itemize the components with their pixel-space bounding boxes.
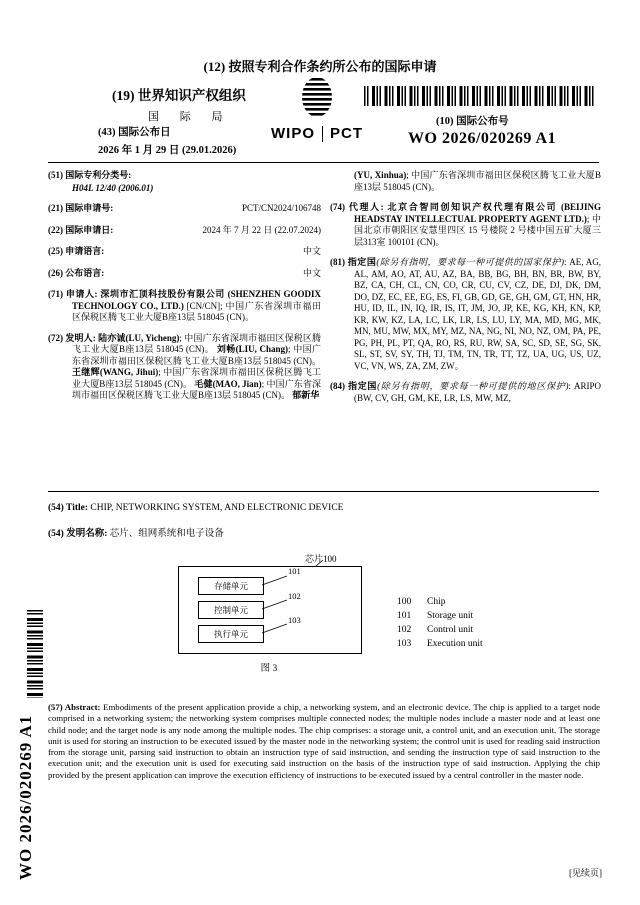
- org-block: [112, 84, 246, 124]
- inventors-paragraph: (72) 发明人: 陆亦诚(LU, Yicheng); 中国广东省深圳市福田区保税区腾飞工业大厦B座13层 518045 (CN)。 刘畅(LIU, Chang); 中国广东省深圳市福田区保税区腾飞工业大厦B座13层 518045 (CN)。 王继辉(WANG, Jihui); 中国广东省深圳市福田区保税区腾飞工业大厦B座13层 518045 (CN)。 毛健(MAO, Jian); 中国广东省深圳市福田区保税区腾飞工业大厦B座13层 518045 (CN)。 郁新华: [48, 332, 321, 400]
- figure-caption: 图 3: [260, 664, 278, 674]
- filing-date-value: 2024 年 7 月 22 日 (22.07.2024): [202, 224, 321, 235]
- org-name: (19) 世界知识产权组织: [112, 88, 246, 103]
- header-divider: [48, 162, 599, 163]
- legend-num: 102: [397, 625, 412, 635]
- figure-ref-101: 101: [288, 566, 301, 576]
- ipc-field: [48, 170, 321, 194]
- title-english: (54) Title: CHIP, NETWORKING SYSTEM, AND ELECTRONIC DEVICE: [48, 503, 344, 513]
- publication-date-label: (43) 国际公布日: [98, 127, 171, 138]
- designated-regional-paragraph: (84) 指定国(除另有指明，要求每一种可提供的地区保护): ARIPO (BW, CV, GH, GM, KE, LR, LS, MW, MZ,: [330, 381, 601, 403]
- inventors-continuation-paragraph: (YU, Xinhua); 中国广东省深圳市福田区保税区腾飞工业大厦B座13层 518045 (CN)。: [354, 170, 601, 192]
- filing-date-field: [48, 225, 321, 237]
- logo-divider: [322, 126, 323, 142]
- legend-label: Control unit: [427, 625, 474, 635]
- legend-item: [397, 625, 483, 635]
- pct-publication-line: (12) 按照专利合作条约所公布的国际申请: [203, 59, 437, 74]
- publication-language-label: (26) 公布语言:: [48, 267, 105, 278]
- figure-control-unit-box: 控制单元: [198, 601, 264, 619]
- legend-item: [397, 611, 483, 621]
- legend-num: 100: [397, 597, 412, 607]
- sidebar-publication-number: WO 2026/020269 A1: [16, 714, 35, 880]
- sidebar-barcode: [27, 610, 43, 698]
- figure-ref-102: 102: [288, 591, 301, 601]
- publication-language-field: [48, 268, 321, 280]
- legend-label: Chip: [427, 597, 446, 607]
- filing-language-field: [48, 246, 321, 258]
- publication-date-value: 2026 年 1 月 29 日 (29.01.2026): [98, 145, 237, 156]
- figure-execution-unit-box: 执行单元: [198, 625, 264, 643]
- title-divider: [48, 491, 599, 492]
- application-number-field: [48, 203, 321, 215]
- figure-legend: [397, 597, 483, 653]
- legend-num: 103: [397, 639, 412, 649]
- publication-number-block: [408, 113, 604, 148]
- wipo-wordmark: WIPO: [271, 125, 315, 142]
- biblio-right-column: [330, 170, 601, 413]
- legend-item: [397, 639, 483, 649]
- figure-storage-unit-box: 存储单元: [198, 577, 264, 595]
- ipc-value: H04L 12/40 (2006.01): [72, 182, 154, 193]
- figure-leader-lines: [170, 550, 400, 670]
- publication-barcode-icon: [364, 86, 594, 106]
- wipo-pct-wordmark: [262, 125, 372, 142]
- pct-wordmark: PCT: [330, 125, 363, 142]
- filing-language-label: (25) 申请语言:: [48, 246, 105, 256]
- legend-label: Execution unit: [427, 639, 483, 649]
- application-number-value: PCT/CN2024/106748: [241, 203, 321, 213]
- legend-item: [397, 597, 483, 607]
- publication-language-value: 中文: [302, 267, 321, 278]
- publication-number-value: WO 2026/020269 A1: [408, 130, 557, 147]
- continuation-note: [见续页]: [569, 868, 602, 878]
- ipc-label: (51) 国际专利分类号:: [48, 170, 132, 180]
- legend-num: 101: [397, 611, 412, 621]
- figure-ref-103: 103: [288, 615, 301, 625]
- wipo-logo-block: [262, 76, 372, 142]
- filing-date-label: (22) 国际申请日:: [48, 224, 114, 235]
- title-chinese: (54) 发明名称: 芯片、组网系统和电子设备: [48, 529, 224, 539]
- org-bureau: 国 际 局: [148, 111, 232, 123]
- applicant-paragraph: (71) 申请人: 深圳市汇顶科技股份有限公司 (SHENZHEN GOODIX TECHNOLOGY CO., LTD.) [CN/CN]; 中国广东省深圳市福田区保税区腾飞工业大厦B座13层 518045 (CN)。: [48, 289, 322, 322]
- filing-language-value: 中文: [302, 246, 321, 256]
- biblio-left-column: [48, 170, 321, 411]
- legend-label: Storage unit: [427, 611, 474, 621]
- publication-number-label: (10) 国际公布号: [436, 116, 509, 127]
- application-number-label: (21) 国际申请号:: [48, 203, 114, 213]
- publication-date-block: [98, 124, 236, 157]
- abstract-paragraph: (57) Abstract: Embodiments of the present application provide a chip, a networking system, and an electronic device. The chip is applied to a target node comprised in a networking system; the networking system comprises multiple connected nodes; the multiple nodes include a master node and at least one child node; and the target node is any node among the multiple nodes. The chip comprises: a storage unit, a control unit, and an execution unit. The storage unit is used for storing an instruction to be executed issued by the master node in the networking system; the control unit is used for reading said instruction from the storage unit, parsing said instruction to obtain an instruction type of said instruction, and sending the instruction type of said instruction to the execution unit; and the execution unit is used for executing said instruction on the basis of the instruction type of said instruction. Applying the chip provided by the present application can improve the execution efficiency of instructions to be executed issued by a central controller in the master node.: [48, 702, 600, 780]
- figure-chip-label: 芯片100: [305, 554, 337, 564]
- designated-states-paragraph: (81) 指定国(除另有指明，要求每一种可提供的国家保护): AE, AG, AL, AM, AO, AT, AU, AZ, BA, BB, BG, BH, BN, BR, BW, BY, BZ, CA, CH, CL, CN, CO, CR, CU, CV, CZ, DE, DJ, DK, DM, DO, DZ, EC, EE, EG, ES, FI, GB, GD, GE, GH, GM, GT, HN, HR, HU, ID, IL, IN, IQ, IR, IS, IT, JM, JO, JP, KE, KG, KH, KN, KP, KR, KW, KZ, LA, LC, LK, LR, LS, LU, LY, MA, MD, MG, MK, MN, MU, MW, MX, MY, MZ, NA, NG, NI, NO, NZ, OM, PA, PE, PG, PH, PL, PT, QA, RO, RS, RU, RW, SA, SC, SD, SE, SG, SK, SL, ST, SV, SY, TH, TJ, TM, TN, TR, TT, TZ, UA, UG, US, UZ, VC, VN, WS, ZA, ZM, ZW。: [330, 257, 601, 371]
- wipo-globe-icon: [296, 76, 338, 118]
- agent-paragraph: (74) 代理人: 北京合智同创知识产权代理有限公司 (BEIJING HEADSTAY INTELLECTUAL PROPERTY AGENT LTD.); 中国北京市朝阳区安慧里四区 15 号楼院 2 号楼中国五矿大厦三层313室 100101 (CN)。: [330, 202, 602, 247]
